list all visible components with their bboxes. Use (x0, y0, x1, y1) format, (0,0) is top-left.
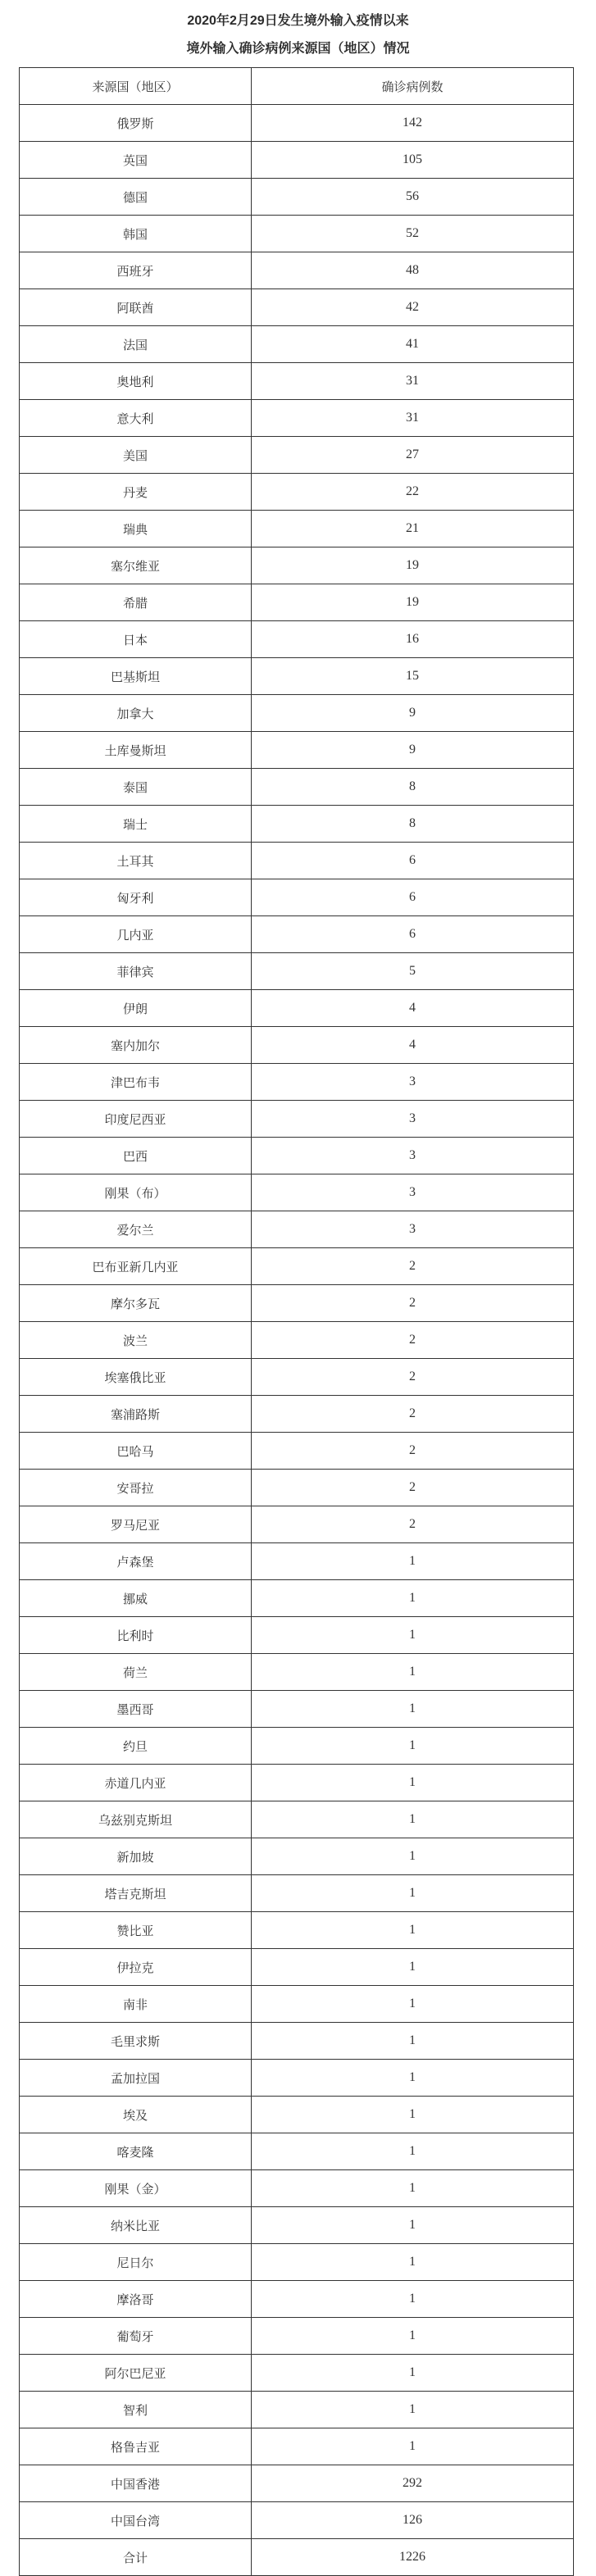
cases-cell: 9 (252, 695, 574, 732)
country-cell: 卢森堡 (20, 1543, 252, 1580)
table-row (20, 1691, 574, 1728)
country-cell: 阿联酋 (20, 289, 252, 326)
country-cell: 比利时 (20, 1617, 252, 1654)
table-row (20, 1027, 574, 1064)
country-cell: 塔吉克斯坦 (20, 1875, 252, 1912)
country-cell: 韩国 (20, 216, 252, 252)
cases-cell: 1 (252, 1801, 574, 1838)
page-title-line-1: 2020年2月29日发生境外输入疫情以来 (187, 14, 409, 28)
country-cell: 美国 (20, 437, 252, 474)
cases-cell: 1 (252, 1543, 574, 1580)
cases-cell: 2 (252, 1248, 574, 1285)
cases-cell: 1 (252, 2060, 574, 2097)
table-row (20, 1617, 574, 1654)
country-cell: 土耳其 (20, 843, 252, 879)
country-cell: 尼日尔 (20, 2244, 252, 2281)
country-cell: 加拿大 (20, 695, 252, 732)
cases-cell: 52 (252, 216, 574, 252)
cases-cell: 48 (252, 252, 574, 289)
table-row (20, 1285, 574, 1322)
country-cell: 新加坡 (20, 1838, 252, 1875)
table-row (20, 1101, 574, 1138)
cases-cell: 4 (252, 990, 574, 1027)
cases-cell: 1 (252, 2355, 574, 2392)
table-row (20, 769, 574, 806)
country-cell: 伊拉克 (20, 1949, 252, 1986)
country-cell: 阿尔巴尼亚 (20, 2355, 252, 2392)
total-cases-cell: 1226 (252, 2539, 574, 2576)
country-cell: 丹麦 (20, 474, 252, 511)
cases-cell: 31 (252, 363, 574, 400)
cases-cell: 16 (252, 621, 574, 658)
table-row (20, 1506, 574, 1543)
table-row (20, 2502, 574, 2539)
cases-cell: 2 (252, 1433, 574, 1470)
country-cell: 毛里求斯 (20, 2023, 252, 2060)
table-row (20, 1580, 574, 1617)
table-row (20, 2023, 574, 2060)
cases-cell: 4 (252, 1027, 574, 1064)
column-header-confirmed-cases: 确诊病例数 (252, 68, 574, 105)
imported-cases-table (19, 67, 574, 2576)
table-row (20, 1654, 574, 1691)
table-row (20, 2097, 574, 2133)
country-cell: 巴基斯坦 (20, 658, 252, 695)
cases-cell: 3 (252, 1174, 574, 1211)
cases-cell: 1 (252, 2170, 574, 2207)
cases-cell: 3 (252, 1064, 574, 1101)
cases-cell: 1 (252, 1912, 574, 1949)
table-row (20, 1986, 574, 2023)
country-cell: 挪威 (20, 1580, 252, 1617)
country-cell: 葡萄牙 (20, 2318, 252, 2355)
table-row (20, 1543, 574, 1580)
table-row (20, 1801, 574, 1838)
table-row (20, 511, 574, 547)
table-row (20, 621, 574, 658)
country-cell: 印度尼西亚 (20, 1101, 252, 1138)
cases-cell: 5 (252, 953, 574, 990)
cases-cell: 292 (252, 2465, 574, 2502)
cases-cell: 41 (252, 326, 574, 363)
table-row (20, 437, 574, 474)
country-cell: 格鲁吉亚 (20, 2428, 252, 2465)
table-row (20, 2428, 574, 2465)
cases-cell: 27 (252, 437, 574, 474)
country-cell: 埃塞俄比亚 (20, 1359, 252, 1396)
table-row (20, 1433, 574, 1470)
table-row (20, 1138, 574, 1174)
country-cell: 安哥拉 (20, 1470, 252, 1506)
table-row (20, 1064, 574, 1101)
cases-cell: 22 (252, 474, 574, 511)
cases-cell: 8 (252, 806, 574, 843)
cases-cell: 31 (252, 400, 574, 437)
cases-cell: 1 (252, 2097, 574, 2133)
cases-cell: 1 (252, 1691, 574, 1728)
country-cell: 瑞士 (20, 806, 252, 843)
table-row (20, 326, 574, 363)
table-row (20, 2281, 574, 2318)
country-cell: 菲律宾 (20, 953, 252, 990)
table-row (20, 1765, 574, 1801)
cases-cell: 6 (252, 916, 574, 953)
country-cell: 南非 (20, 1986, 252, 2023)
cases-cell: 1 (252, 2023, 574, 2060)
cases-cell: 19 (252, 584, 574, 621)
table-row (20, 363, 574, 400)
country-cell: 波兰 (20, 1322, 252, 1359)
country-cell: 刚果（布） (20, 1174, 252, 1211)
table-row (20, 1359, 574, 1396)
total-label-cell: 合计 (20, 2539, 252, 2576)
country-cell: 德国 (20, 179, 252, 216)
cases-cell: 2 (252, 1396, 574, 1433)
cases-cell: 1 (252, 2207, 574, 2244)
table-row (20, 1838, 574, 1875)
cases-cell: 3 (252, 1138, 574, 1174)
country-cell: 荷兰 (20, 1654, 252, 1691)
cases-cell: 2 (252, 1285, 574, 1322)
table-row (20, 1728, 574, 1765)
country-cell: 摩尔多瓦 (20, 1285, 252, 1322)
cases-cell: 2 (252, 1506, 574, 1543)
table-row (20, 843, 574, 879)
country-cell: 约旦 (20, 1728, 252, 1765)
country-cell: 塞浦路斯 (20, 1396, 252, 1433)
country-cell: 匈牙利 (20, 879, 252, 916)
table-row (20, 2318, 574, 2355)
country-cell: 赞比亚 (20, 1912, 252, 1949)
cases-cell: 1 (252, 1838, 574, 1875)
cases-cell: 2 (252, 1470, 574, 1506)
table-row (20, 1396, 574, 1433)
country-cell: 赤道几内亚 (20, 1765, 252, 1801)
table-row (20, 2355, 574, 2392)
table-row (20, 1470, 574, 1506)
country-cell: 中国香港 (20, 2465, 252, 2502)
cases-cell: 1 (252, 2392, 574, 2428)
table-row (20, 732, 574, 769)
table-row (20, 1912, 574, 1949)
cases-cell: 1 (252, 1949, 574, 1986)
table-row (20, 289, 574, 326)
cases-cell: 19 (252, 547, 574, 584)
country-cell: 智利 (20, 2392, 252, 2428)
cases-cell: 42 (252, 289, 574, 326)
table-row (20, 142, 574, 179)
cases-cell: 2 (252, 1322, 574, 1359)
cases-cell: 1 (252, 1765, 574, 1801)
cases-cell: 1 (252, 1654, 574, 1691)
table-row (20, 1322, 574, 1359)
table-row (20, 879, 574, 916)
cases-cell: 1 (252, 2281, 574, 2318)
cases-cell: 1 (252, 2428, 574, 2465)
table-row (20, 1174, 574, 1211)
cases-cell: 1 (252, 1617, 574, 1654)
table-row (20, 806, 574, 843)
cases-cell: 3 (252, 1101, 574, 1138)
table-body (20, 105, 574, 2576)
country-cell: 奥地利 (20, 363, 252, 400)
country-cell: 土库曼斯坦 (20, 732, 252, 769)
country-cell: 埃及 (20, 2097, 252, 2133)
table-row (20, 105, 574, 142)
total-row (20, 2539, 574, 2576)
table-row (20, 400, 574, 437)
table-row (20, 695, 574, 732)
country-cell: 爱尔兰 (20, 1211, 252, 1248)
country-cell: 瑞典 (20, 511, 252, 547)
country-cell: 西班牙 (20, 252, 252, 289)
country-cell: 几内亚 (20, 916, 252, 953)
country-cell: 乌兹别克斯坦 (20, 1801, 252, 1838)
table-row (20, 2060, 574, 2097)
table-row (20, 1211, 574, 1248)
table-header-row (20, 68, 574, 105)
table-row (20, 1875, 574, 1912)
table-row (20, 2133, 574, 2170)
country-cell: 英国 (20, 142, 252, 179)
cases-cell: 1 (252, 2133, 574, 2170)
country-cell: 塞内加尔 (20, 1027, 252, 1064)
cases-cell: 6 (252, 879, 574, 916)
cases-cell: 56 (252, 179, 574, 216)
table-row (20, 474, 574, 511)
cases-cell: 1 (252, 2318, 574, 2355)
country-cell: 喀麦隆 (20, 2133, 252, 2170)
country-cell: 罗马尼亚 (20, 1506, 252, 1543)
country-cell: 法国 (20, 326, 252, 363)
cases-cell: 21 (252, 511, 574, 547)
country-cell: 塞尔维亚 (20, 547, 252, 584)
cases-cell: 142 (252, 105, 574, 142)
country-cell: 日本 (20, 621, 252, 658)
table-row (20, 2392, 574, 2428)
country-cell: 意大利 (20, 400, 252, 437)
cases-cell: 1 (252, 1875, 574, 1912)
country-cell: 俄罗斯 (20, 105, 252, 142)
table-row (20, 916, 574, 953)
country-cell: 墨西哥 (20, 1691, 252, 1728)
table-row (20, 1248, 574, 1285)
country-cell: 伊朗 (20, 990, 252, 1027)
table-row (20, 990, 574, 1027)
table-row (20, 2207, 574, 2244)
table-row (20, 2465, 574, 2502)
country-cell: 希腊 (20, 584, 252, 621)
cases-cell: 8 (252, 769, 574, 806)
cases-cell: 15 (252, 658, 574, 695)
cases-cell: 1 (252, 1580, 574, 1617)
country-cell: 泰国 (20, 769, 252, 806)
country-cell: 津巴布韦 (20, 1064, 252, 1101)
country-cell: 孟加拉国 (20, 2060, 252, 2097)
country-cell: 巴哈马 (20, 1433, 252, 1470)
country-cell: 纳米比亚 (20, 2207, 252, 2244)
cases-cell: 105 (252, 142, 574, 179)
cases-cell: 1 (252, 2244, 574, 2281)
cases-cell: 1 (252, 1986, 574, 2023)
table-row (20, 2170, 574, 2207)
page-title-line-2: 境外输入确诊病例来源国（地区）情况 (186, 42, 410, 56)
cases-cell: 2 (252, 1359, 574, 1396)
table-row (20, 584, 574, 621)
table-row (20, 252, 574, 289)
cases-cell: 3 (252, 1211, 574, 1248)
cases-cell: 126 (252, 2502, 574, 2539)
table-row (20, 658, 574, 695)
table-row (20, 547, 574, 584)
table-row (20, 2244, 574, 2281)
table-row (20, 216, 574, 252)
cases-cell: 1 (252, 1728, 574, 1765)
table-row (20, 953, 574, 990)
country-cell: 摩洛哥 (20, 2281, 252, 2318)
table-row (20, 179, 574, 216)
table-row (20, 1949, 574, 1986)
cases-cell: 6 (252, 843, 574, 879)
country-cell: 刚果（金） (20, 2170, 252, 2207)
column-header-source-country: 来源国（地区） (20, 68, 252, 105)
country-cell: 中国台湾 (20, 2502, 252, 2539)
cases-cell: 9 (252, 732, 574, 769)
country-cell: 巴西 (20, 1138, 252, 1174)
country-cell: 巴布亚新几内亚 (20, 1248, 252, 1285)
